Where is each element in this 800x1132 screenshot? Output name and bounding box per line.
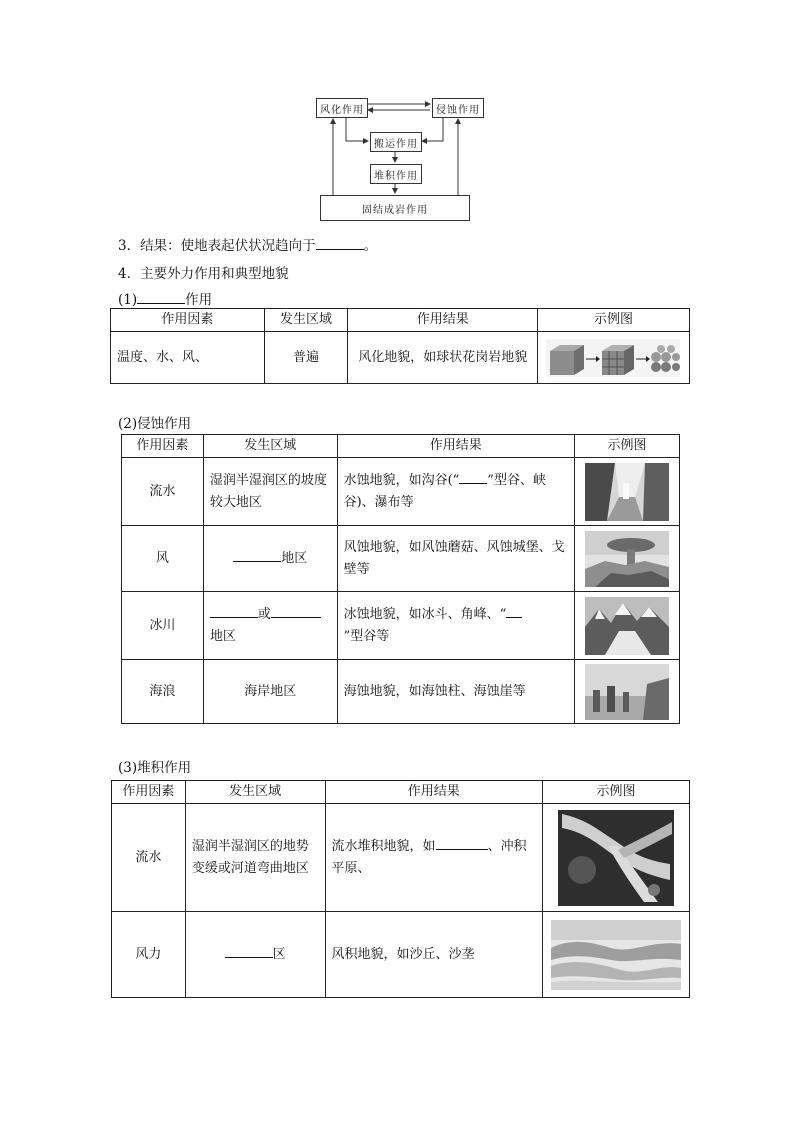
factor-cell: 流水 xyxy=(122,458,204,526)
example-cell xyxy=(575,526,680,592)
erosion-table xyxy=(121,434,680,724)
diagram-arrows xyxy=(0,0,800,240)
item3-suffix: 。 xyxy=(363,238,378,254)
section1-blank xyxy=(137,291,185,304)
table-row xyxy=(112,912,690,998)
example-cell xyxy=(575,458,680,526)
consolidation-label: 固结成岩作用 xyxy=(362,204,428,216)
header-example: 示例图 xyxy=(537,309,689,332)
factor-cell: 流水 xyxy=(112,804,186,912)
section1-suffix: 作用 xyxy=(185,292,213,308)
weathering-table xyxy=(110,308,690,384)
factor-cell: 温度、水、风、 xyxy=(111,332,265,384)
header-example: 示例图 xyxy=(543,781,690,804)
item3-result xyxy=(118,234,377,254)
result-cell: 风蚀地貌，如风蚀蘑菇、风蚀城堡、戈壁等 xyxy=(337,526,574,592)
result-cell xyxy=(337,592,574,660)
example-cell xyxy=(543,912,690,998)
region-tail: 地区 xyxy=(209,628,236,644)
canyon-waterfall-image xyxy=(585,463,669,521)
granite-cube-weathering-image xyxy=(546,339,680,377)
example-cell xyxy=(537,332,689,384)
region-cell xyxy=(203,592,337,660)
region-blank-1 xyxy=(210,605,258,618)
mushroom-rock-image xyxy=(585,531,669,587)
sea-stacks-image xyxy=(585,664,669,720)
result-cell: 风积地貌，如沙丘、沙垄 xyxy=(325,912,542,998)
header-region: 发生区域 xyxy=(185,781,325,804)
region-cell: 湿润半湿润区的坡度较大地区 xyxy=(203,458,337,526)
factor-cell: 风 xyxy=(122,526,204,592)
table-header-row xyxy=(112,781,690,804)
header-factor: 作用因素 xyxy=(112,781,186,804)
result-cell xyxy=(337,458,574,526)
region-cell: 海岸地区 xyxy=(203,660,337,724)
region-cell: 湿润半湿润区的地势变缓或河道弯曲地区 xyxy=(185,804,325,912)
region-suffix: 地区 xyxy=(281,550,308,566)
result-text-a: 水蚀地貌，如沟谷(“ xyxy=(343,472,460,488)
header-factor: 作用因素 xyxy=(122,435,204,458)
item3-prefix: 3．结果：使地表起伏状况趋向于 xyxy=(118,238,316,254)
example-cell xyxy=(543,804,690,912)
result-cell: 海蚀地貌，如海蚀柱、海蚀崖等 xyxy=(337,660,574,724)
example-cell xyxy=(575,592,680,660)
item4-title: 4．主要外力作用和典型地貌 xyxy=(118,266,289,282)
header-example: 示例图 xyxy=(575,435,680,458)
table-row xyxy=(111,332,690,384)
table-header-row xyxy=(122,435,680,458)
header-factor: 作用因素 xyxy=(111,309,265,332)
factor-cell: 海浪 xyxy=(122,660,204,724)
region-cell: 普遍 xyxy=(264,332,348,384)
region-cell xyxy=(185,912,325,998)
result-blank xyxy=(506,605,522,618)
header-region: 发生区域 xyxy=(203,435,337,458)
example-cell xyxy=(575,660,680,724)
header-result: 作用结果 xyxy=(325,781,542,804)
table-row xyxy=(112,804,690,912)
deposition-table xyxy=(111,780,690,998)
result-text-b: ”型谷等 xyxy=(343,628,390,644)
table-row xyxy=(122,592,680,660)
result-text-b: 、冲积平原、 xyxy=(331,838,527,876)
region-blank-2 xyxy=(271,605,321,618)
region-mid: 或 xyxy=(257,606,271,622)
table-header-row xyxy=(111,309,690,332)
section3-title: (3)堆积作用 xyxy=(118,760,192,776)
section2-title: (2)侵蚀作用 xyxy=(118,416,192,432)
result-blank xyxy=(436,837,488,850)
sand-dunes-image xyxy=(551,920,681,990)
region-cell xyxy=(203,526,337,592)
region-blank xyxy=(225,945,273,958)
result-blank xyxy=(459,471,487,484)
result-text-a: 流水堆积地貌，如 xyxy=(331,838,436,854)
result-text-a: 冰蚀地貌，如冰斗、角峰、“ xyxy=(343,606,507,622)
header-result: 作用结果 xyxy=(337,435,574,458)
table-row xyxy=(122,526,680,592)
factor-cell: 风力 xyxy=(112,912,186,998)
erosion-label: 侵蚀作用 xyxy=(436,104,480,116)
factor-cell: 冰川 xyxy=(122,592,204,660)
alluvial-fan-image xyxy=(558,810,674,906)
result-text-b: ”型谷、峡谷)、瀑布等 xyxy=(343,472,546,510)
table-row xyxy=(122,660,680,724)
section1-prefix: (1) xyxy=(118,292,138,308)
item3-blank xyxy=(316,237,364,250)
region-blank xyxy=(233,549,281,562)
weathering-label: 风化作用 xyxy=(320,104,364,116)
header-result: 作用结果 xyxy=(348,309,538,332)
region-suffix: 区 xyxy=(272,946,286,962)
result-cell: 风化地貌，如球状花岗岩地貌 xyxy=(348,332,538,384)
transport-label: 搬运作用 xyxy=(374,138,418,150)
table-row xyxy=(122,458,680,526)
glacier-mountains-image xyxy=(585,597,669,655)
header-region: 发生区域 xyxy=(264,309,348,332)
section1-title xyxy=(118,288,212,308)
result-cell xyxy=(325,804,542,912)
deposition-label: 堆积作用 xyxy=(374,170,418,182)
